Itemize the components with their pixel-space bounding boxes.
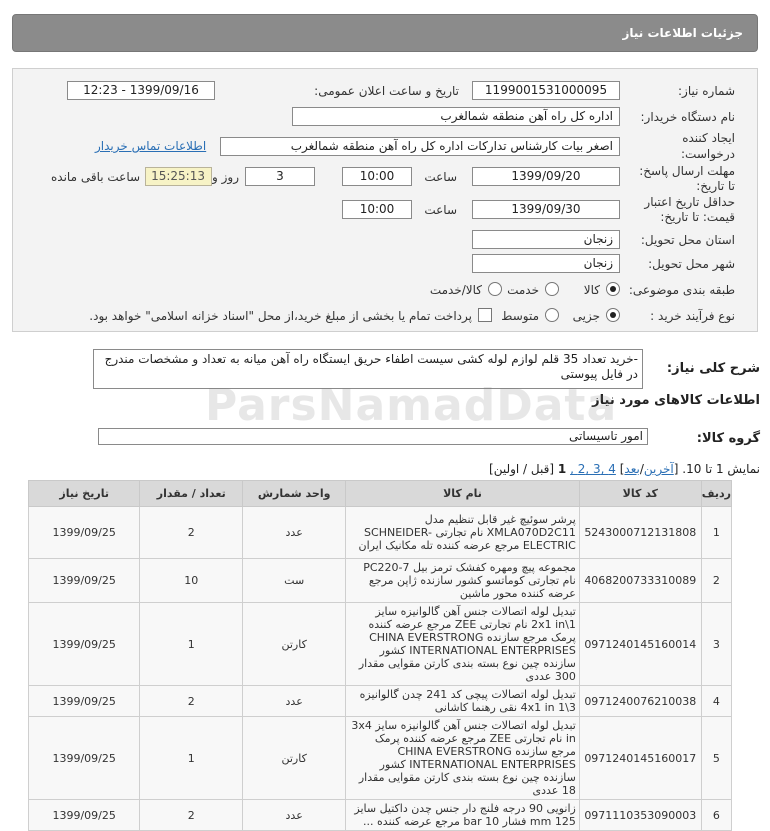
category-both-radio[interactable] [488, 282, 502, 296]
cell-quantity: 2 [140, 686, 243, 717]
table-row [29, 603, 732, 686]
announce-label: تاریخ و ساعت اعلان عمومی: [314, 84, 459, 98]
cell-quantity: 2 [140, 507, 243, 559]
buyer-field: اداره کل راه آهن منطقه شمالغرب [292, 107, 620, 126]
buyer-contact-link[interactable]: اطلاعات تماس خریدار [95, 139, 207, 153]
remaining-label: ساعت باقی مانده [51, 170, 141, 184]
description-field: -خرید تعداد 35 قلم لوازم لوله کشی سیست اطفاء حریق ایستگاه راه آهن میانه به تعداد و مشخصات مندرج در فایل پیوستی [93, 349, 643, 389]
purchase-medium-radio[interactable] [545, 308, 559, 322]
treasury-payment-note: پرداخت تمام یا بخشی از مبلغ خرید،از محل "اسناد خزانه اسلامی" خواهد بود. [89, 309, 472, 323]
cell-goods-name: پرشر سوئیچ غیر قابل تنظیم مدل XMLA070D2C11 نام تجارتی SCHNEIDER-ELECTRIC مرجع عرضه کننده تله مکانیک ایران [346, 507, 580, 559]
cell-goods-name: مجموعه پیچ ومهره کفشک ترمز بیل 7-PC220 نام تجارتی کوماتسو کشور سازنده ژاپن مرجع عرضه کننده محور ماشین [346, 559, 580, 603]
cell-unit: عدد [243, 507, 346, 559]
need-number-label: شماره نیاز: [678, 84, 735, 98]
cell-need-date: 1399/09/25 [29, 800, 140, 831]
days-label: روز و [212, 170, 239, 184]
days-field: 3 [245, 167, 315, 186]
goods-group-field: امور تاسیساتی [98, 428, 648, 445]
purchase-medium-label: متوسط [501, 309, 539, 323]
page-title: جزئیات اطلاعات نیاز [622, 26, 743, 40]
pager-suffix: [قبل / اولین] [489, 462, 555, 476]
validity-date-field: 1399/09/30 [472, 200, 620, 219]
cell-row-number: 2 [701, 559, 731, 603]
goods-group-label: گروه کالا: [696, 431, 760, 446]
cell-unit: کارتن [243, 717, 346, 800]
cell-unit: عدد [243, 800, 346, 831]
category-label: طبقه بندی موضوعی: [628, 283, 735, 297]
creator-label-2: درخواست: [681, 147, 735, 161]
need-number-field: 1199001531000095 [472, 81, 620, 100]
announce-datetime-field: 1399/09/16 - 12:23 [67, 81, 215, 100]
cell-row-number: 4 [701, 686, 731, 717]
pager-last-link[interactable]: آخرین [643, 462, 674, 476]
purchase-minor-radio[interactable] [606, 308, 620, 322]
table-row [29, 686, 732, 717]
cell-goods-name: تبدیل لوله اتصالات جنس آهن گالوانیزه سایز 1\2x1 in نام تجارتی ZEE مرجع عرضه کننده پرمک مرجع سازنده CHINA EVERSTRONG INTERNATIONAL ENTERPRISES کشور سازنده چین نوع بسته بندی کارتن مقوایی مقدار 300 عددی [346, 603, 580, 686]
deadline-date-field: 1399/09/20 [472, 167, 620, 186]
cell-row-number: 6 [701, 800, 731, 831]
cell-goods-name: زانویی 90 درجه فلنج دار جنس چدن داکتیل سایز 125 mm فشار bar 10 مرجع عرضه کننده ... [346, 800, 580, 831]
purchase-minor-label: جزیی [572, 309, 600, 323]
province-label: استان محل تحویل: [640, 233, 735, 247]
page-header [12, 14, 758, 52]
creator-field: اصغر بیات کارشناس تدارکات اداره کل راه آهن منطقه شمالغرب [220, 137, 620, 156]
cell-need-date: 1399/09/25 [29, 507, 140, 559]
cell-goods-name: تبدیل لوله اتصالات جنس آهن گالوانیزه سایز 3x4 in نام تجارتی ZEE مرجع عرضه کننده پرمک مرجع سازنده CHINA EVERSTRONG INTERNATIONAL ENTERPRISES کشور سازنده چین نوع بسته بندی کارتن مقوایی مقدار 18 عددی [346, 717, 580, 800]
pager-current-page: 1 [557, 462, 567, 476]
cell-row-number: 5 [701, 717, 731, 800]
col-qty-header: تعداد / مقدار [140, 481, 243, 507]
buyer-label: نام دستگاه خریدار: [640, 110, 735, 124]
validity-label: حداقل تاریخ اعتبار [644, 195, 735, 209]
category-goods-radio[interactable] [606, 282, 620, 296]
cell-need-date: 1399/09/25 [29, 686, 140, 717]
cell-goods-code: 0971240145160014 [579, 603, 701, 686]
table-row [29, 717, 732, 800]
cell-row-number: 3 [701, 603, 731, 686]
deadline-time-field: 10:00 [342, 167, 412, 186]
cell-need-date: 1399/09/25 [29, 559, 140, 603]
deadline-time-label: ساعت [424, 170, 457, 184]
pager-page-links[interactable]: 4 ,3 ,2 , [570, 462, 616, 476]
cell-goods-code: 0971110353090003 [579, 800, 701, 831]
category-service-label: خدمت [507, 283, 539, 297]
pager-prefix: نمایش 1 تا 10. [ [673, 462, 760, 476]
city-label: شهر محل تحویل: [648, 257, 735, 271]
cell-goods-code: 5243000712131808 [579, 507, 701, 559]
remaining-time-field: 15:25:13 [145, 167, 212, 186]
col-date-header: تاریخ نیاز [29, 481, 140, 507]
validity-label-2: قیمت: تا تاریخ: [660, 210, 735, 224]
city-field: زنجان [472, 254, 620, 273]
col-row-header: ردیف [701, 481, 731, 507]
deadline-label: مهلت ارسال پاسخ: [639, 164, 735, 178]
pager-next-link[interactable]: بعد [624, 462, 640, 476]
category-service-radio[interactable] [545, 282, 559, 296]
cell-quantity: 2 [140, 800, 243, 831]
col-code-header: کد کالا [579, 481, 701, 507]
goods-table [28, 480, 732, 831]
cell-quantity: 1 [140, 603, 243, 686]
cell-goods-name: تبدیل لوله اتصالات پیچی کد 241 چدن گالوانیزه 3\4x1 in 1 نقی رهنما کاشانی [346, 686, 580, 717]
goods-table-header [29, 481, 732, 507]
watermark-logo: ParsNamadData [205, 380, 618, 431]
table-row [29, 559, 732, 603]
cell-need-date: 1399/09/25 [29, 717, 140, 800]
cell-goods-code: 4068200733310089 [579, 559, 701, 603]
cell-goods-code: 0971240145160017 [579, 717, 701, 800]
cell-unit: ست [243, 559, 346, 603]
purchase-type-label: نوع فرآیند خرید : [650, 309, 735, 323]
validity-time-label: ساعت [424, 203, 457, 217]
category-goods-label: کالا [583, 283, 600, 297]
table-row [29, 800, 732, 831]
col-unit-header: واحد شمارش [243, 481, 346, 507]
category-both-label: کالا/خدمت [429, 283, 482, 297]
validity-time-field: 10:00 [342, 200, 412, 219]
cell-unit: عدد [243, 686, 346, 717]
cell-need-date: 1399/09/25 [29, 603, 140, 686]
cell-quantity: 1 [140, 717, 243, 800]
cell-row-number: 1 [701, 507, 731, 559]
province-field: زنجان [472, 230, 620, 249]
cell-quantity: 10 [140, 559, 243, 603]
creator-label: ایجاد کننده [682, 131, 735, 145]
treasury-payment-checkbox[interactable] [478, 308, 492, 322]
cell-goods-code: 0971240076210038 [579, 686, 701, 717]
deadline-label-2: تا تاریخ: [696, 179, 735, 193]
pagination: نمایش 1 تا 10. [آخرین/بعد] 4 ,3 ,2 , 1 [قبل / اولین] [489, 462, 760, 476]
cell-unit: کارتن [243, 603, 346, 686]
col-name-header: نام کالا [346, 481, 580, 507]
table-row [29, 507, 732, 559]
need-details-panel [12, 68, 758, 332]
description-label: شرح کلی نیاز: [666, 361, 760, 376]
goods-section-title: اطلاعات کالاهای مورد نیاز [592, 393, 760, 408]
